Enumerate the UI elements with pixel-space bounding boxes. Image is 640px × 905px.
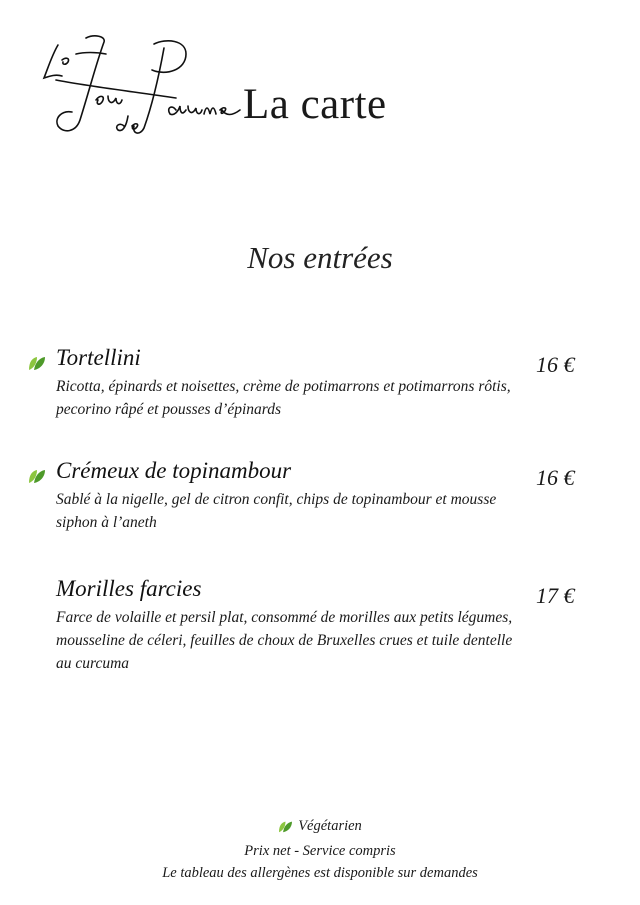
- dish-description: Ricotta, épinards et noisettes, crème de potimarrons et potimarrons rôtis, pecorino râpé et pousses d’épinards: [56, 378, 511, 418]
- section-title: Nos entrées: [247, 240, 393, 275]
- price-note: Prix net - Service compris: [244, 842, 396, 859]
- dish-description: Farce de volaille et persil plat, consommé de morilles aux petits légumes, mousseline de céleri, feuilles de choux de Bruxelles crues et tuile dentelle au curcuma: [56, 609, 513, 672]
- allergen-note: Le tableau des allergènes est disponible sur demandes: [162, 864, 478, 881]
- leaf-icon: [28, 355, 46, 371]
- leaf-icon: [278, 820, 293, 833]
- dish-price: 17 €: [536, 583, 575, 608]
- dish-price: 16 €: [536, 352, 575, 377]
- vegetarian-legend-label: Végétarien: [298, 818, 362, 834]
- logo-script: [36, 30, 246, 145]
- dish-description: Sablé à la nigelle, gel de citron confit, chips de topinambour et mousse siphon à l’aneth: [56, 491, 497, 531]
- dish-name: Tortellini: [56, 345, 141, 370]
- leaf-icon: [28, 468, 46, 484]
- footer: [0, 815, 640, 884]
- dish-name: Crémeux de topinambour: [56, 458, 292, 483]
- vegetarian-legend: [0, 815, 640, 840]
- dish-name: Morilles farcies: [56, 576, 202, 601]
- page-title: La carte: [243, 81, 387, 128]
- dish-price: 16 €: [536, 465, 575, 490]
- logo: [36, 30, 246, 145]
